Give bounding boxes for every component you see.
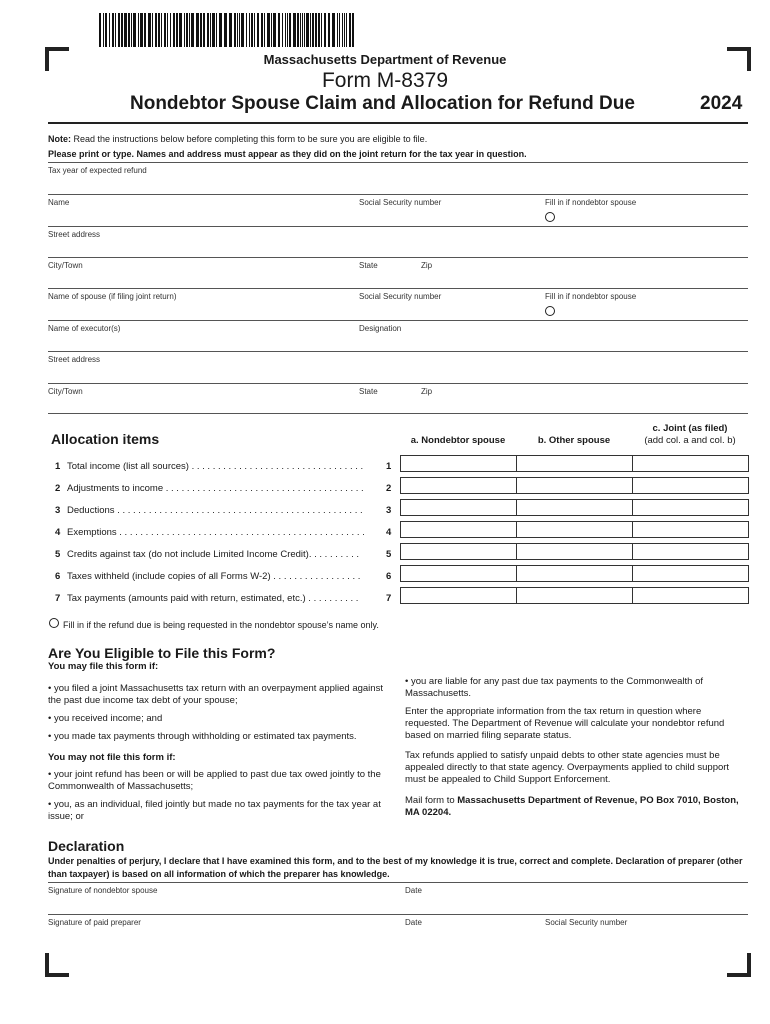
barcode-bar xyxy=(152,13,153,47)
barcode-bar xyxy=(155,13,157,47)
barcode-bar xyxy=(219,13,222,47)
field-rule xyxy=(48,351,748,352)
barcode-bar xyxy=(131,13,132,47)
preparer-ssn-field[interactable]: Social Security number xyxy=(545,918,628,927)
barcode-bar xyxy=(306,13,309,47)
line-number-right: 6 xyxy=(386,571,392,582)
nondebtor-label: Fill in if nondebtor spouse xyxy=(545,292,637,301)
preparer-signature-field[interactable]: Signature of paid preparer xyxy=(48,918,141,927)
line-number: 7 xyxy=(55,593,61,604)
may-not-file-item: • your joint refund has been or will be applied to past due tax owed jointly to the Commonwealth of Massachusetts; xyxy=(48,769,381,792)
line-description: Total income (list all sources) . . . . . . . . . . . . . . . . . . . . . . . . . . . . . . . . . xyxy=(67,461,364,472)
line-3-col-c-input[interactable] xyxy=(632,499,749,516)
declaration-text: Under penalties of perjury, I declare that I have examined this form, and to the best of my knowledge it is true, correct and complete. Declaration of preparer (other than taxpayer) is based on all information of which the preparer has knowledge. xyxy=(48,856,743,879)
barcode-bar xyxy=(344,13,345,47)
line-number-right: 3 xyxy=(386,505,392,516)
barcode-bar xyxy=(271,13,272,47)
print-instruction: Please print or type. Names and address must appear as they did on the joint return for the tax year in question. xyxy=(48,149,527,159)
barcode-bar xyxy=(352,13,354,47)
barcode-bar xyxy=(304,13,305,47)
executor-field[interactable]: Name of executor(s) xyxy=(48,324,121,333)
field-rule xyxy=(48,320,748,321)
may-not-file-heading: You may not file this form if: xyxy=(48,752,176,763)
barcode-bar xyxy=(112,13,114,47)
col-c-header: c. Joint (as filed) xyxy=(652,423,728,434)
spouse-ssn-field[interactable]: Social Security number xyxy=(359,292,442,301)
liable-item: • you are liable for any past due tax payments to the Commonwealth of Massachusetts. xyxy=(405,676,703,699)
barcode-bar xyxy=(324,13,326,47)
line-number: 4 xyxy=(55,527,61,538)
form-year: 2024 xyxy=(700,93,743,114)
barcode-bar xyxy=(186,13,188,47)
barcode-bar xyxy=(342,13,343,47)
barcode-bar xyxy=(216,13,217,47)
zip-field[interactable]: Zip xyxy=(421,261,433,270)
street-address-field[interactable]: Street address xyxy=(48,230,101,239)
barcode-bar xyxy=(105,13,107,47)
field-rule xyxy=(48,226,748,227)
barcode-bar xyxy=(229,13,232,47)
barcode-bar xyxy=(289,13,291,47)
line-number-right: 1 xyxy=(386,461,392,472)
line-1-col-c-input[interactable] xyxy=(632,455,749,472)
barcode-bar xyxy=(282,13,283,47)
designation-field[interactable]: Designation xyxy=(359,324,402,333)
appeals-paragraph: Tax refunds applied to satisfy unpaid debts to other state agencies must be appealed directly to that state agency. Overpayments applied to child support must be appealed to Child Support Enforcement. xyxy=(405,750,730,785)
line-1-col-b-input[interactable] xyxy=(516,455,633,472)
nondebtor-label: Fill in if nondebtor spouse xyxy=(545,198,637,207)
barcode-bar xyxy=(257,13,259,47)
line-number-right: 4 xyxy=(386,527,392,538)
date-field[interactable]: Date xyxy=(405,886,422,895)
barcode-bar xyxy=(99,13,101,47)
barcode-bar xyxy=(293,13,296,47)
note-text: Read the instructions below before completing this form to be sure you are eligible to file. xyxy=(71,134,428,144)
line-4-col-a-input[interactable] xyxy=(400,521,517,538)
crop-mark-bottom-left xyxy=(45,953,69,977)
barcode-bar xyxy=(138,13,139,47)
field-rule xyxy=(48,383,748,384)
barcode-bar xyxy=(300,13,301,47)
barcode-bar xyxy=(254,13,255,47)
barcode-bar xyxy=(287,13,288,47)
instructions-paragraph: Enter the appropriate information from the tax return in question where requested. The Department of Revenue will calculate your nondebtor refund based on married filing separate status. xyxy=(405,706,725,741)
eligibility-heading: Are You Eligible to File this Form? xyxy=(48,645,276,661)
street-address-field-2[interactable]: Street address xyxy=(48,355,101,364)
barcode-bar xyxy=(212,13,215,47)
barcode-bar xyxy=(133,13,136,47)
barcode-bar xyxy=(207,13,209,47)
nondebtor-radio[interactable] xyxy=(545,212,555,222)
barcode-bar xyxy=(267,13,270,47)
city-field[interactable]: City/Town xyxy=(48,261,83,270)
barcode-bar xyxy=(173,13,175,47)
line-number-right: 7 xyxy=(386,593,392,604)
line-5-col-c-input[interactable] xyxy=(632,543,749,560)
spouse-nondebtor-radio[interactable] xyxy=(545,306,555,316)
barcode-bar xyxy=(346,13,347,47)
barcode-bar xyxy=(118,13,120,47)
barcode-bar xyxy=(332,13,335,47)
field-rule xyxy=(48,162,748,163)
barcode-bar xyxy=(312,13,314,47)
nondebtor-refund-radio[interactable] xyxy=(49,618,59,628)
may-file-heading: You may file this form if: xyxy=(48,661,159,672)
line-description: Tax payments (amounts paid with return, estimated, etc.) . . . . . . . . . . xyxy=(67,593,359,604)
barcode-bar xyxy=(158,13,160,47)
barcode-bar xyxy=(234,13,236,47)
may-file-item: • you filed a joint Massachusetts tax return with an overpayment applied against the past due income tax debt of your spouse; xyxy=(48,683,383,706)
line-number-right: 2 xyxy=(386,483,392,494)
line-description: Adjustments to income . . . . . . . . . . . . . . . . . . . . . . . . . . . . . . . . . . . . . . xyxy=(67,483,364,494)
barcode-bar xyxy=(124,13,127,47)
note-label: Note: xyxy=(48,134,71,144)
line-2-col-a-input[interactable] xyxy=(400,477,517,494)
barcode-bar xyxy=(148,13,151,47)
col-a-header: a. Nondebtor spouse xyxy=(410,435,506,446)
field-rule xyxy=(48,413,748,414)
line-4-col-c-input[interactable] xyxy=(632,521,749,538)
line-description: Credits against tax (do not include Limited Income Credit). . . . . . . . . . xyxy=(67,549,359,560)
barcode-bar xyxy=(128,13,130,47)
line-description: Exemptions . . . . . . . . . . . . . . . . . . . . . . . . . . . . . . . . . . . . . . . . . . . . . . . xyxy=(67,527,365,538)
line-5-col-b-input[interactable] xyxy=(516,543,633,560)
line-6-col-b-input[interactable] xyxy=(516,565,633,582)
barcode-bar xyxy=(264,13,265,47)
line-4-col-b-input[interactable] xyxy=(516,521,633,538)
nondebtor-signature-field[interactable]: Signature of nondebtor spouse xyxy=(48,886,158,895)
barcode-bar xyxy=(237,13,238,47)
barcode-bar xyxy=(167,13,168,47)
barcode-bar xyxy=(349,13,351,47)
may-file-item: • you made tax payments through withholding or estimated tax payments. xyxy=(48,731,357,742)
barcode-bar xyxy=(144,13,146,47)
barcode-bar xyxy=(170,13,171,47)
allocation-heading: Allocation items xyxy=(51,431,160,447)
form-title: Nondebtor Spouse Claim and Allocation for Refund Due xyxy=(130,93,635,114)
barcode-bar xyxy=(239,13,240,47)
barcode-bar xyxy=(184,13,185,47)
barcode-bar xyxy=(315,13,317,47)
barcode-bar xyxy=(251,13,253,47)
barcode-bar xyxy=(200,13,202,47)
form-number: Form M-8379 xyxy=(321,69,449,92)
declaration-heading: Declaration xyxy=(48,838,125,854)
state-field-2[interactable]: State xyxy=(359,387,378,396)
barcode-bar xyxy=(278,13,280,47)
mail-prefix: Mail form to xyxy=(405,795,458,806)
field-rule xyxy=(48,882,748,883)
may-file-item: • you received income; and xyxy=(48,713,163,724)
barcode-bar xyxy=(140,13,143,47)
line-7-col-c-input[interactable] xyxy=(632,587,749,604)
line-description: Deductions . . . . . . . . . . . . . . . . . . . . . . . . . . . . . . . . . . . . . . . . . . . . . . . xyxy=(67,505,363,516)
line-3-col-a-input[interactable] xyxy=(400,499,517,516)
may-not-file-item: • you, as an individual, filed jointly but made no tax payments for the tax year at issue; or xyxy=(48,799,381,822)
note xyxy=(48,134,427,144)
barcode-bar xyxy=(318,13,320,47)
barcode-bar xyxy=(191,13,194,47)
line-number: 5 xyxy=(55,549,61,560)
barcode-bar xyxy=(196,13,199,47)
line-3-col-b-input[interactable] xyxy=(516,499,633,516)
barcode-bar xyxy=(161,13,162,47)
nondebtor-refund-label: Fill in if the refund due is being requested in the nondebtor spouse’s name only. xyxy=(63,620,379,630)
crop-mark-bottom-right xyxy=(727,953,751,977)
line-7-col-a-input[interactable] xyxy=(400,587,517,604)
col-b-header: b. Other spouse xyxy=(537,435,611,446)
line-number: 2 xyxy=(55,483,61,494)
city-field-2[interactable]: City/Town xyxy=(48,387,83,396)
line-5-col-a-input[interactable] xyxy=(400,543,517,560)
barcode-bar xyxy=(164,13,166,47)
barcode-bar xyxy=(310,13,311,47)
barcode-bar xyxy=(224,13,227,47)
barcode-bar xyxy=(297,13,299,47)
line-7-col-b-input[interactable] xyxy=(516,587,633,604)
line-description: Taxes withheld (include copies of all Forms W-2) . . . . . . . . . . . . . . . . . xyxy=(67,571,361,582)
barcode-bar xyxy=(115,13,116,47)
line-6-col-a-input[interactable] xyxy=(400,565,517,582)
barcode-bar xyxy=(321,13,322,47)
barcode-bar xyxy=(302,13,303,47)
spouse-name-field[interactable]: Name of spouse (if filing joint return) xyxy=(48,292,177,301)
line-number: 1 xyxy=(55,461,61,472)
line-number: 3 xyxy=(55,505,61,516)
barcode-bar xyxy=(328,13,330,47)
preparer-date-field[interactable]: Date xyxy=(405,918,422,927)
line-2-col-c-input[interactable] xyxy=(632,477,749,494)
field-rule xyxy=(48,288,748,289)
mailing-instruction xyxy=(405,795,748,819)
barcode-bar xyxy=(189,13,190,47)
barcode-bar xyxy=(109,13,110,47)
line-number-right: 5 xyxy=(386,549,392,560)
barcode-bar xyxy=(339,13,340,47)
barcode-bar xyxy=(273,13,276,47)
line-2-col-b-input[interactable] xyxy=(516,477,633,494)
barcode-bar xyxy=(246,13,247,47)
col-c-subheader: (add col. a and col. b) xyxy=(644,435,736,446)
line-6-col-c-input[interactable] xyxy=(632,565,749,582)
barcode-bar xyxy=(203,13,205,47)
header-divider xyxy=(48,122,748,124)
name-field[interactable]: Name xyxy=(48,198,70,207)
barcode-bar xyxy=(261,13,263,47)
barcode-bar xyxy=(210,13,211,47)
tax-year-field[interactable]: Tax year of expected refund xyxy=(48,166,147,175)
field-rule xyxy=(48,914,748,915)
barcode-bar xyxy=(285,13,286,47)
barcode-bar xyxy=(249,13,250,47)
department-name: Massachusetts Department of Revenue xyxy=(263,52,507,67)
field-rule xyxy=(48,194,748,195)
barcode-bar xyxy=(176,13,178,47)
ssn-field[interactable]: Social Security number xyxy=(359,198,442,207)
zip-field-2[interactable]: Zip xyxy=(421,387,433,396)
line-1-col-a-input[interactable] xyxy=(400,455,517,472)
barcode-bar xyxy=(179,13,182,47)
barcode-bar xyxy=(121,13,123,47)
barcode xyxy=(97,13,355,47)
mail-address: Massachusetts Department of Revenue, PO Box 7010, Boston, MA 02204. xyxy=(405,795,739,818)
barcode-bar xyxy=(241,13,244,47)
state-field[interactable]: State xyxy=(359,261,378,270)
barcode-bar xyxy=(103,13,104,47)
line-number: 6 xyxy=(55,571,61,582)
barcode-bar xyxy=(337,13,338,47)
field-rule xyxy=(48,257,748,258)
